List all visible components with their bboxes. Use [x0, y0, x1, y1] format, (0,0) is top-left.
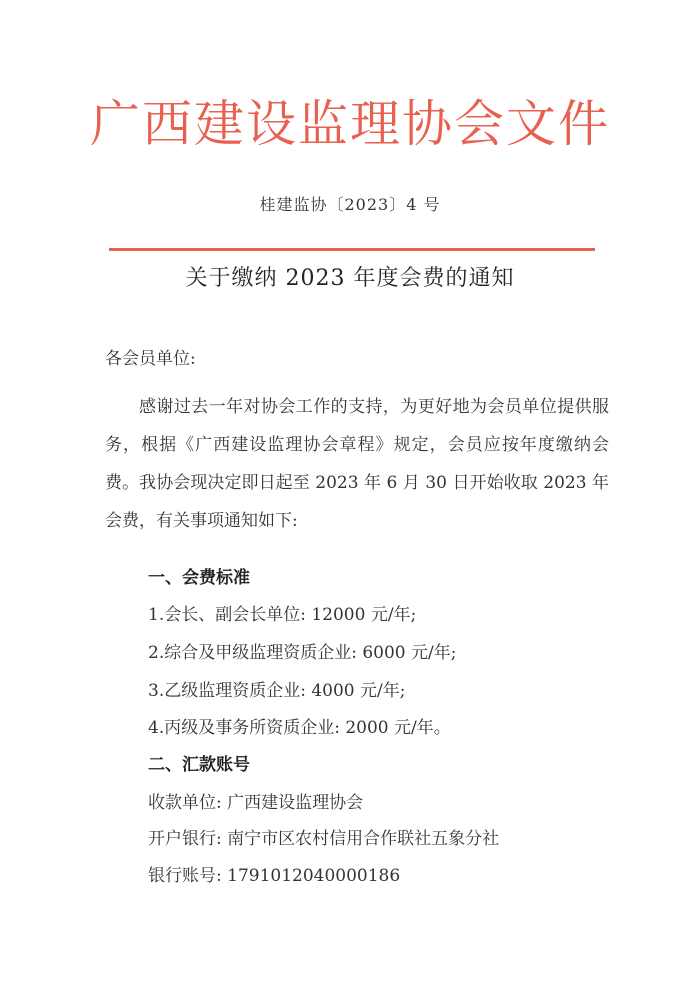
- notice-title: 关于缴纳 2023 年度会费的通知: [185, 266, 515, 291]
- payee-line: 收款单位: 广西建设监理协会: [148, 793, 364, 813]
- account-number-line: 银行账号: 1791012040000186: [148, 866, 401, 886]
- fee-item: 4.丙级及事务所资质企业: 2000 元/年。: [148, 718, 451, 738]
- account-section-heading: 二、汇款账号: [148, 755, 250, 775]
- fee-item: 3.乙级监理资质企业: 4000 元/年;: [148, 681, 406, 701]
- fee-section-heading: 一、会费标准: [148, 568, 250, 588]
- document-header-title: 广西建设监理协会文件: [90, 95, 610, 153]
- intro-paragraph: 感谢过去一年对协会工作的支持，为更好地为会员单位提供服务，根据《广西建设监理协会章程》规定，会员应按年度缴纳会费。我协会现决定即日起至 2023 年 6 月 30 日开始收取 2023 年会费，有关事项通知如下:: [105, 397, 609, 531]
- document-number: 桂建监协〔2023〕4 号: [259, 195, 441, 214]
- salutation: 各会员单位:: [105, 349, 196, 369]
- red-divider-line: [109, 248, 595, 251]
- bank-line: 开户银行: 南宁市区农村信用合作联社五象分社: [148, 829, 500, 849]
- fee-item: 1.会长、副会长单位: 12000 元/年;: [148, 605, 417, 625]
- fee-item: 2.综合及甲级监理资质企业: 6000 元/年;: [148, 643, 457, 663]
